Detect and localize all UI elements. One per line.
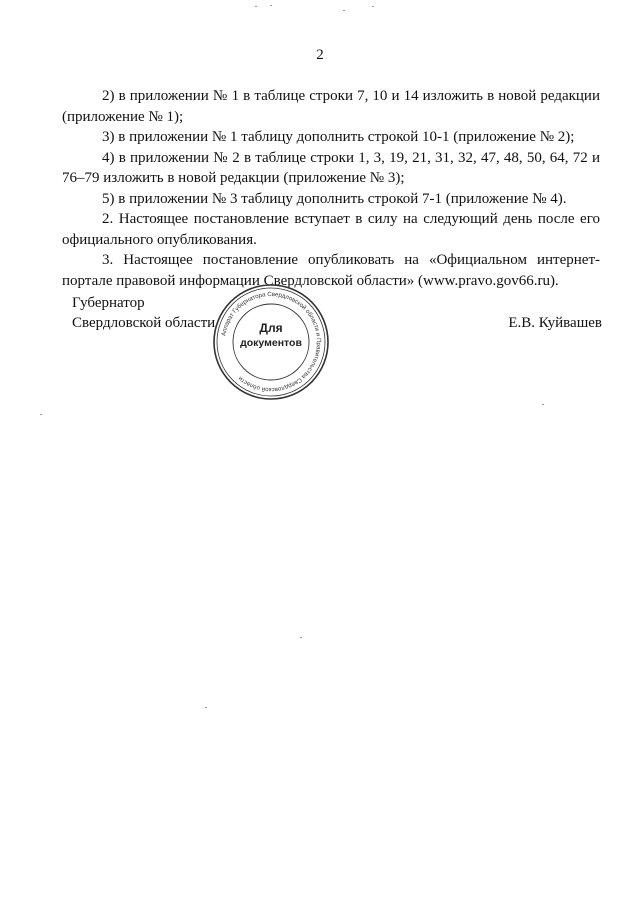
signatory-title-line2: Свердловской области (72, 315, 216, 331)
scan-speck (343, 10, 345, 11)
paragraph-section-2: 2. Настоящее постановление вступает в силу на следующий день после его официального опубликования. (62, 211, 600, 248)
scan-speck (270, 5, 272, 6)
stamp-ring-text: Аппарат Губернатора Свердловской области и Правительства Свердловской области (220, 290, 323, 394)
stamp-center-line1: Для (259, 321, 283, 335)
scan-speck (255, 6, 257, 7)
stamp-center-line2: документов (240, 337, 302, 349)
paragraph-item-5: 5) в приложении № 3 таблицу дополнить строкой 7-1 (приложение № 4). (102, 190, 567, 207)
signatory-title (72, 293, 215, 333)
page-number: 2 (316, 47, 324, 63)
official-seal-stamp (211, 282, 331, 402)
paragraph-item-3: 3) в приложении № 1 таблицу дополнить строкой 10-1 (приложение № 2); (102, 129, 575, 145)
scan-speck (542, 404, 544, 405)
scan-speck (205, 707, 207, 708)
paragraph-section-3: 3. Настоящее постановление опубликовать на «Официальном интернет-портале правовой информации Свердловской области» (www.pravo.gov66.ru). (62, 252, 600, 289)
scan-speck (300, 637, 302, 638)
paragraph-item-4: 4) в приложении № 2 в таблице строки 1, 3, 19, 21, 31, 32, 47, 48, 50, 64, 72 и 76–79 изложить в новой редакции (приложение № 3); (62, 149, 600, 186)
signatory-title-line1: Губернатор (72, 295, 145, 311)
scan-speck (40, 414, 42, 415)
document-body (62, 86, 600, 291)
paragraph-item-2: 2) в приложении № 1 в таблице строки 7, 10 и 14 изложить в новой редакции (приложение № 1); (62, 88, 600, 125)
scan-speck (372, 6, 374, 7)
signatory-name: Е.В. Куйвашев (508, 315, 602, 331)
